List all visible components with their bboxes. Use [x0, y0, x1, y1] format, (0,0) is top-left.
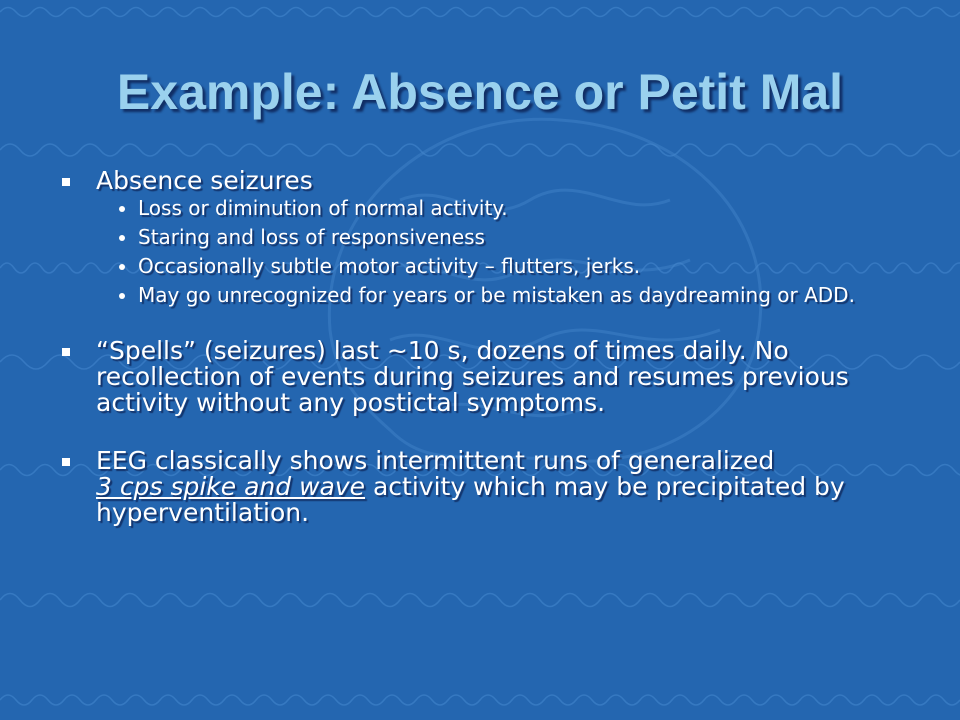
- bullet-spells: [60, 338, 920, 416]
- wave-line: [0, 594, 960, 607]
- wave-line: [0, 144, 960, 156]
- slide-body: [60, 168, 920, 526]
- emphasis-text: 3 cps spike and wave: [96, 472, 366, 501]
- sub-bullet-text: May go unrecognized for years or be mistaken as daydreaming or ADD.: [138, 283, 855, 307]
- sub-bullet: [96, 227, 920, 248]
- square-bullet-icon: [62, 458, 70, 466]
- dot-bullet-icon: [119, 264, 125, 270]
- bullet-text-after: activity which may be precipitated by hyperventilation.: [96, 472, 845, 527]
- sub-bullet: [96, 256, 920, 277]
- sub-bullet: [96, 198, 920, 219]
- sub-bullet-text: Loss or diminution of normal activity.: [138, 196, 508, 220]
- wave-line: [0, 8, 960, 17]
- bullet-text: Absence seizures: [96, 166, 313, 195]
- dot-bullet-icon: [119, 235, 125, 241]
- bullet-absence-seizures: [60, 168, 920, 306]
- dot-bullet-icon: [119, 206, 125, 212]
- square-bullet-icon: [62, 348, 70, 356]
- bullet-text: “Spells” (seizures) last ~10 s, dozens of times daily. No recollection of events during seizures and resumes previous activity without any postictal symptoms.: [96, 336, 849, 417]
- bullet-eeg: [60, 448, 920, 526]
- bullet-text-before: EEG classically shows intermittent runs of generalized: [96, 446, 775, 475]
- sub-bullet-text: Staring and loss of responsiveness: [138, 225, 485, 249]
- square-bullet-icon: [62, 178, 70, 186]
- sub-bullet-list: [96, 198, 920, 306]
- wave-line: [0, 695, 960, 705]
- slide-title: Example: Absence or Petit Mal: [116, 64, 844, 120]
- sub-bullet-text: Occasionally subtle motor activity – flutters, jerks.: [138, 254, 641, 278]
- dot-bullet-icon: [119, 293, 125, 299]
- sub-bullet: [96, 285, 920, 306]
